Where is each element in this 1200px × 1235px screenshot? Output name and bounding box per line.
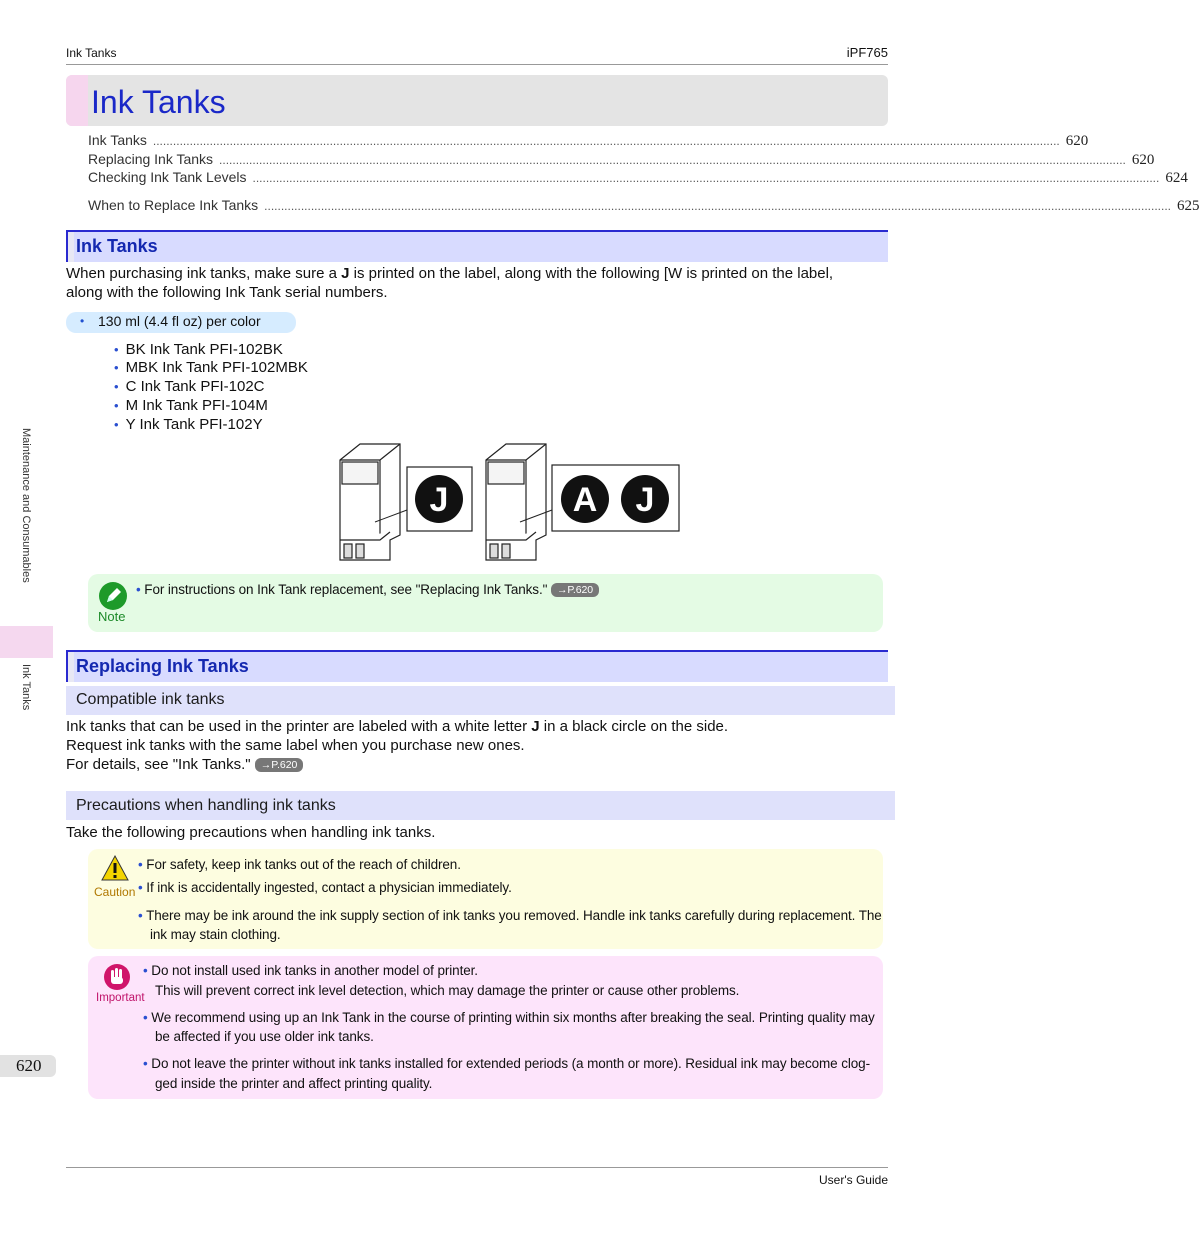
caution-text: ink may stain clothing. — [150, 927, 281, 942]
bullet-icon: • — [138, 857, 143, 872]
capacity-text: 130 ml (4.4 fl oz) per color — [98, 313, 261, 329]
label-letter: J — [429, 481, 449, 519]
section-heading: Ink Tanks — [76, 236, 158, 256]
toc-entry[interactable] — [88, 151, 1155, 169]
important-text: ged inside the printer and affect printing quality. — [155, 1076, 433, 1091]
paragraph-text: in a black circle on the side. — [539, 718, 729, 735]
toc-label[interactable]: Ink Tanks — [88, 132, 147, 148]
note-label: Note — [98, 609, 126, 624]
subsection-heading: Compatible ink tanks — [76, 691, 225, 708]
important-text: This will prevent correct ink level detection, which may damage the printer or cause other problems. — [155, 983, 740, 998]
important-item — [143, 963, 478, 978]
list-item-text: C Ink Tank PFI-102C — [125, 378, 265, 395]
intro-text: When purchasing ink tanks, make sure a — [66, 265, 342, 282]
running-header-section: Ink Tanks — [66, 46, 117, 60]
bullet-icon: • — [138, 908, 143, 923]
footer-rule — [66, 1167, 888, 1168]
bullet-icon: • — [114, 342, 119, 357]
paragraph: Take the following precautions when handling ink tanks. — [66, 824, 436, 841]
caution-text: If ink is accidentally ingested, contact a physician immediately. — [146, 880, 512, 895]
list-item-text: Y Ink Tank PFI-102Y — [125, 416, 263, 433]
note-pencil-icon — [98, 581, 128, 611]
intro-bold: J — [341, 265, 350, 282]
note-item — [136, 582, 599, 597]
important-text: We recommend using up an Ink Tank in the course of printing within six months after breaking the seal. Printing quality may — [151, 1010, 875, 1025]
ink-tank-2 — [486, 444, 546, 560]
bullet-icon: • — [143, 1010, 148, 1025]
footer-text: User's Guide — [819, 1173, 888, 1187]
side-tab — [0, 626, 53, 658]
bullet-icon: • — [136, 582, 141, 597]
toc-leader: ................................................................................................................................................................................................................................................................................ — [219, 153, 1126, 167]
list-item-text: BK Ink Tank PFI-102BK — [125, 341, 283, 358]
caution-warning-icon — [101, 855, 129, 881]
label-letter: A — [572, 481, 598, 519]
bullet-icon: • — [143, 1056, 148, 1071]
paragraph — [66, 756, 303, 773]
toc-leader: ................................................................................................................................................................................................................................................................................ — [252, 171, 1160, 185]
important-text: be affected if you use older ink tanks. — [155, 1029, 374, 1044]
caution-text: There may be ink around the ink supply section of ink tanks you removed. Handle ink tanks carefully during replacement. The — [146, 908, 882, 923]
caution-item — [138, 880, 512, 895]
bullet-icon: • — [114, 379, 119, 394]
important-text: Do not install used ink tanks in another model of printer. — [151, 963, 478, 978]
ink-tank-1 — [340, 444, 400, 560]
important-item — [143, 1010, 875, 1025]
important-item — [143, 1056, 870, 1071]
list-item — [114, 359, 308, 376]
toc-page[interactable]: 620 — [1065, 133, 1089, 149]
page-ref-link[interactable]: →P.620 — [255, 758, 304, 772]
list-item-text: M Ink Tank PFI-104M — [125, 397, 268, 414]
section-heading-bar — [66, 230, 888, 262]
toc-leader: ................................................................................................................................................................................................................................................................................ — [264, 199, 1172, 213]
paragraph: Request ink tanks with the same label when you purchase new ones. — [66, 737, 525, 754]
page-ref-link[interactable]: →P.620 — [551, 583, 599, 597]
paragraph-bold: J — [531, 718, 540, 735]
intro-line-2: along with the following Ink Tank serial numbers. — [66, 284, 388, 301]
toc-entry[interactable] — [88, 197, 1200, 215]
note-text: For instructions on Ink Tank replacement, see "Replacing Ink Tanks." — [144, 582, 548, 597]
toc-leader: ................................................................................................................................................................................................................................................................................ — [152, 134, 1060, 148]
list-item-text: MBK Ink Tank PFI-102MBK — [125, 359, 308, 376]
bullet-icon: • — [143, 963, 148, 978]
important-text: Do not leave the printer without ink tanks installed for extended periods (a month or more). Residual ink may become clog- — [151, 1056, 870, 1071]
paragraph-text: For details, see "Ink Tanks." — [66, 756, 251, 773]
side-section-label: Ink Tanks — [20, 664, 32, 711]
bullet-icon: • — [114, 398, 119, 413]
caution-item — [138, 857, 461, 872]
bullet-icon: • — [80, 314, 85, 328]
toc-page[interactable]: 625 — [1177, 198, 1200, 214]
intro-line-1 — [66, 265, 888, 282]
intro-text: is printed on the label, along with the following [W is printed on the label, — [349, 265, 834, 282]
paragraph-text: Ink tanks that can be used in the printer are labeled with a white letter — [66, 718, 532, 735]
side-chapter-label: Maintenance and Consumables — [20, 428, 32, 583]
header-rule — [66, 64, 888, 65]
list-item — [114, 341, 283, 358]
list-item — [114, 397, 268, 414]
toc-label[interactable]: Checking Ink Tank Levels — [88, 169, 247, 185]
section-heading: Replacing Ink Tanks — [76, 656, 249, 676]
ink-tank-illustration — [330, 440, 685, 565]
page-title: Ink Tanks — [91, 84, 226, 120]
caution-label: Caution — [94, 885, 136, 899]
caution-text: For safety, keep ink tanks out of the reach of children. — [146, 857, 461, 872]
toc-entry[interactable] — [88, 169, 1188, 187]
bullet-icon: • — [114, 360, 119, 375]
toc-label[interactable]: When to Replace Ink Tanks — [88, 197, 259, 213]
label-letter: J — [635, 481, 655, 519]
toc-entry[interactable] — [88, 132, 1089, 150]
toc-label[interactable]: Replacing Ink Tanks — [88, 151, 214, 167]
paragraph — [66, 718, 728, 735]
toc-page[interactable]: 620 — [1131, 152, 1155, 168]
important-label: Important — [96, 992, 145, 1004]
important-hand-icon — [103, 962, 131, 992]
subsection-heading: Precautions when handling ink tanks — [76, 797, 336, 814]
bullet-icon: • — [114, 417, 119, 432]
toc-page[interactable]: 624 — [1165, 170, 1188, 186]
bullet-icon: • — [138, 880, 143, 895]
caution-item — [138, 908, 882, 923]
list-item — [114, 378, 265, 395]
list-item — [114, 416, 263, 433]
page-number: 620 — [16, 1056, 42, 1075]
running-header-model: iPF765 — [846, 45, 888, 60]
